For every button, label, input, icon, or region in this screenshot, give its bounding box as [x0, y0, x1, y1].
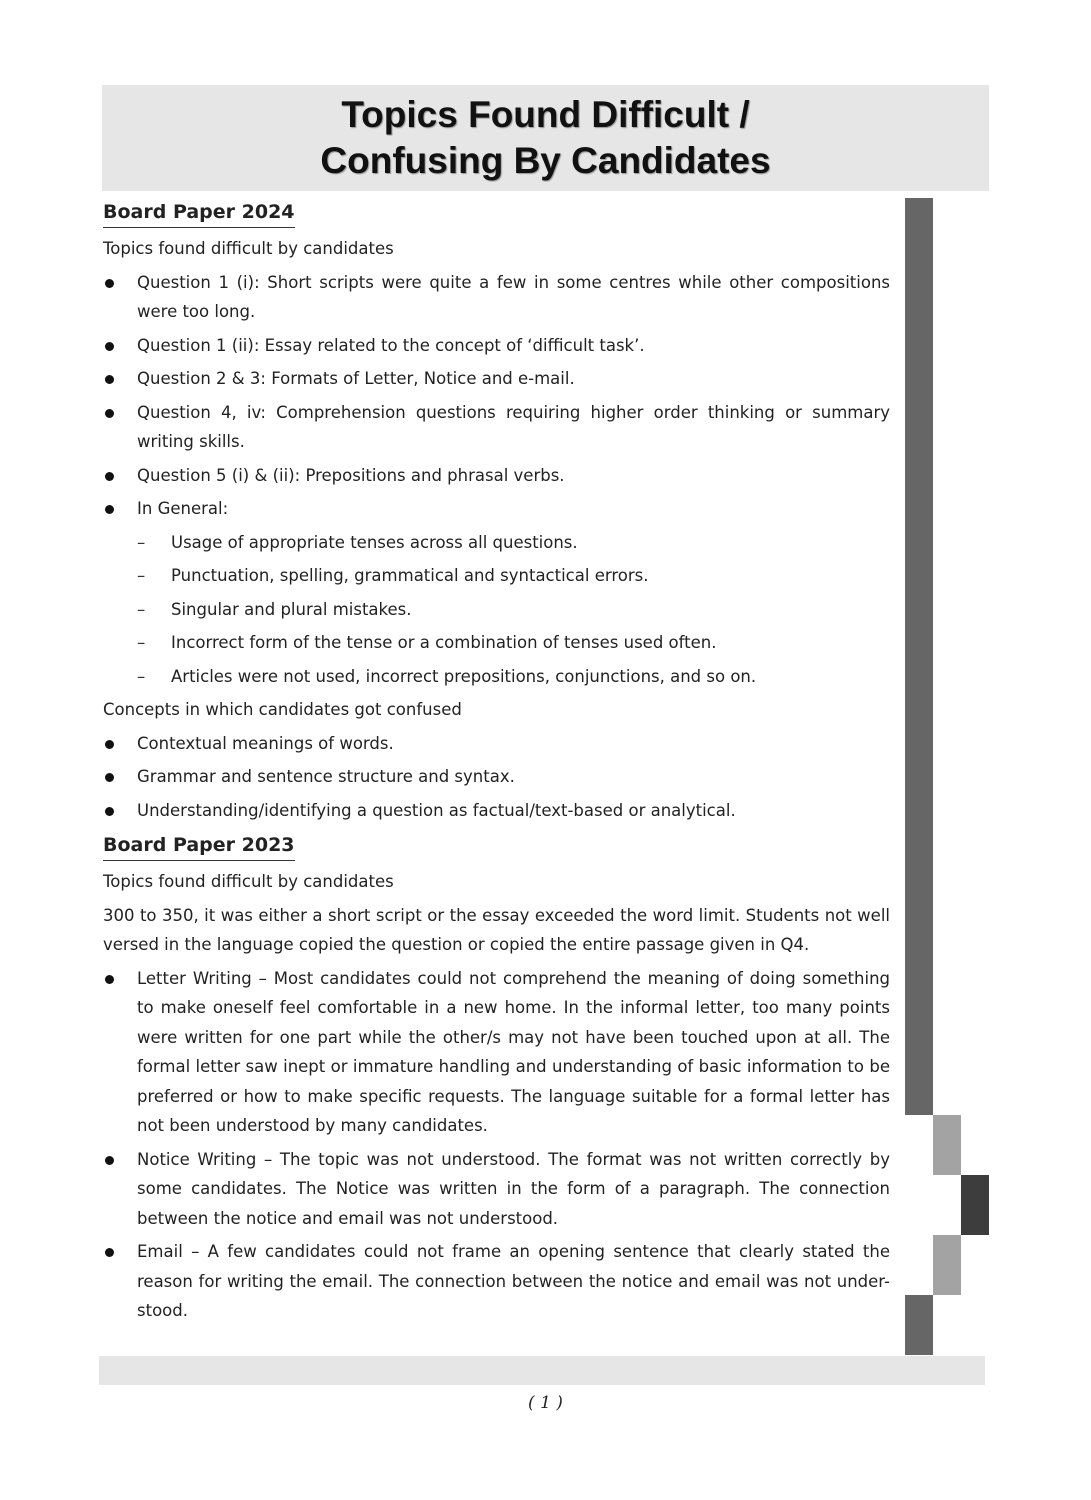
confused-concepts-list — [103, 729, 890, 826]
side-tab-block — [961, 1175, 989, 1235]
bullet-icon — [105, 409, 114, 418]
bullet-icon — [105, 1248, 114, 1257]
page-content — [103, 196, 890, 1330]
dash-icon: – — [137, 599, 146, 619]
bullet-icon — [105, 807, 114, 816]
bullet-icon — [105, 279, 114, 288]
list-item: Contextual meanings of words. — [103, 729, 890, 759]
bullet-icon — [105, 472, 114, 481]
list-item: Email – A few candidates could not frame an opening sentence that clearly stated the reason for writing the email. The connection between the notice and email was not under-stood. — [103, 1237, 890, 1326]
list-item: – Incorrect form of the tense or a combination of tenses used often. — [103, 628, 890, 658]
side-tab-block — [905, 198, 933, 1115]
section-heading-2023: Board Paper 2023 — [103, 831, 295, 861]
general-issues-list — [103, 528, 890, 692]
footer-band — [99, 1356, 985, 1385]
list-item: Question 2 & 3: Formats of Letter, Notice and e-mail. — [103, 364, 890, 394]
difficult-topics-list — [103, 268, 890, 524]
dash-icon: – — [137, 666, 146, 686]
list-item: Notice Writing – The topic was not understood. The format was not written correctly by some candidates. The Notice was written in the form of a paragraph. The connection between the notice and email was not understood. — [103, 1145, 890, 1234]
dash-icon: – — [137, 566, 146, 585]
confused-intro: Concepts in which candidates got confused — [103, 700, 462, 719]
list-item: – Usage of appropriate tenses across all questions. — [103, 528, 890, 558]
title-band — [102, 85, 989, 191]
bullet-icon — [105, 505, 114, 514]
section-heading-2024: Board Paper 2024 — [103, 198, 295, 228]
list-item: Letter Writing – Most candidates could not comprehend the meaning of doing something to make oneself feel comfortable in a new home. In the informal letter, too many points were written for one part while the other/s may not have been touched upon at all. The formal letter saw inept or immature handling and understanding of basic information to be preferred or how to make specific requests. The language suitable for a formal letter has not been understood by many candidates. — [103, 964, 890, 1141]
difficult-topics-list-2023 — [103, 964, 890, 1326]
list-item: In General: — [103, 494, 890, 524]
page-title-line-2: Confusing By Candidates — [320, 140, 771, 181]
bullet-icon — [105, 342, 114, 351]
bullet-icon — [105, 975, 114, 984]
bullet-icon — [105, 375, 114, 384]
list-item: – Punctuation, spelling, grammatical and syntactical errors. — [103, 561, 890, 591]
list-item: – Singular and plural mistakes. — [103, 595, 890, 625]
dash-icon: – — [137, 633, 146, 652]
list-item: Question 5 (i) & (ii): Prepositions and phrasal verbs. — [103, 461, 890, 491]
bullet-icon — [105, 1156, 114, 1165]
bullet-icon — [105, 773, 114, 782]
section-intro: Topics found difficult by candidates — [103, 239, 394, 258]
list-item: Question 1 (i): Short scripts were quite a few in some centres while other compositions were too long. — [103, 268, 890, 327]
side-tab-block — [933, 1115, 961, 1175]
list-item: Understanding/identifying a question as factual/text-based or analytical. — [103, 796, 890, 826]
section-intro: Topics found difficult by candidates — [103, 872, 394, 891]
side-tab-block — [905, 1295, 933, 1355]
list-item: Question 1 (ii): Essay related to the concept of ‘difficult task’. — [103, 331, 890, 361]
page-title-line-1: Topics Found Difficult / — [341, 94, 750, 135]
page-number: ( 1 ) — [528, 1393, 563, 1413]
list-item: Grammar and sentence structure and syntax. — [103, 762, 890, 792]
side-tab-block — [933, 1235, 961, 1295]
list-item: – Articles were not used, incorrect prepositions, conjunctions, and so on. — [103, 662, 890, 692]
list-item: Question 4, iv: Comprehension questions requiring higher order thinking or summary writing skills. — [103, 398, 890, 457]
dash-icon: – — [137, 532, 146, 552]
bullet-icon — [105, 740, 114, 749]
section-paragraph: 300 to 350, it was either a short script or the essay exceeded the word limit. Students not well versed in the language copied the question or copied the entire passage given in Q4. — [103, 905, 890, 954]
